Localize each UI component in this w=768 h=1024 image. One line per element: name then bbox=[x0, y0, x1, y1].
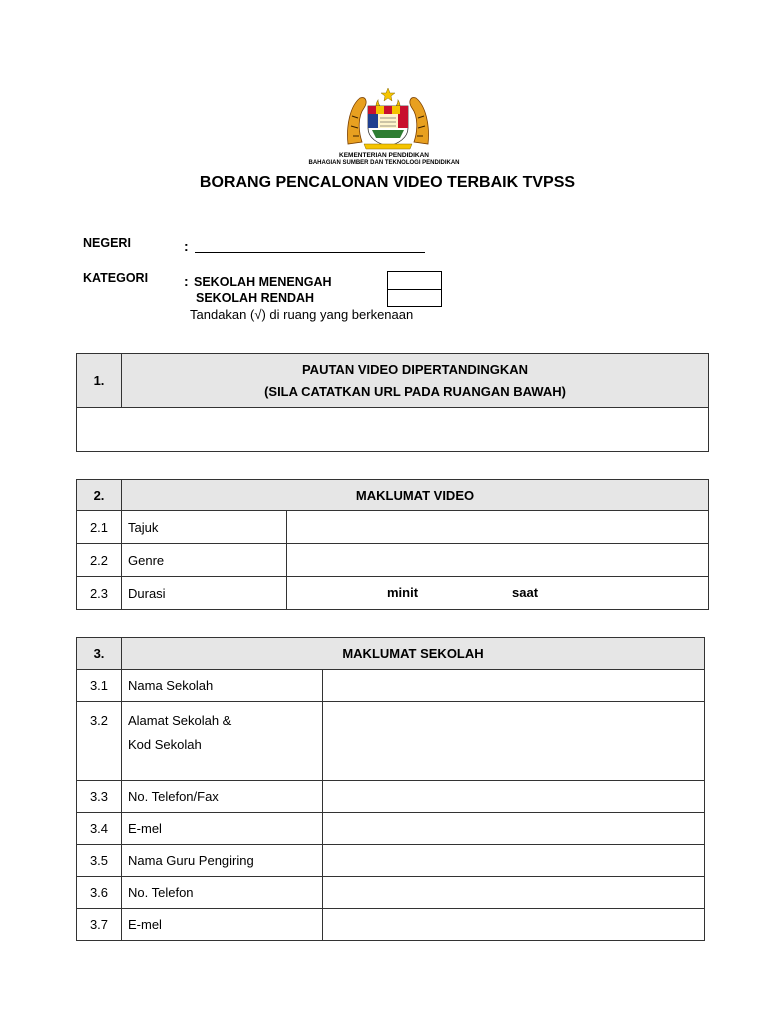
tajuk-field[interactable] bbox=[287, 511, 709, 544]
row-label-line2: Kod Sekolah bbox=[128, 737, 202, 752]
table-row bbox=[77, 781, 705, 813]
table-row bbox=[77, 877, 705, 909]
option-sekolah-rendah: SEKOLAH RENDAH bbox=[196, 291, 315, 305]
section-1-table bbox=[76, 353, 709, 452]
tick-instruction: Tandakan (√) di ruang yang berkenaan bbox=[190, 307, 414, 322]
saat-label: saat bbox=[512, 585, 539, 600]
section-3-table bbox=[76, 637, 705, 941]
section-1-heading-line1: PAUTAN VIDEO DIPERTANDINGKAN bbox=[301, 361, 529, 377]
section-2-table bbox=[76, 479, 709, 610]
checkbox-sekolah-menengah[interactable] bbox=[387, 271, 442, 290]
alamat-sekolah-field[interactable] bbox=[323, 702, 705, 781]
table-row bbox=[77, 813, 705, 845]
negeri-field[interactable] bbox=[195, 240, 425, 253]
video-url-field[interactable] bbox=[77, 408, 709, 452]
malaysia-coat-of-arms-icon bbox=[344, 86, 432, 150]
option-sekolah-menengah: SEKOLAH MENENGAH bbox=[194, 275, 332, 289]
row-label: No. Telefon/Fax bbox=[122, 781, 323, 813]
row-label: E-mel bbox=[122, 813, 323, 845]
row-label: Nama Guru Pengiring bbox=[122, 845, 323, 877]
row-label: No. Telefon bbox=[122, 877, 323, 909]
row-label: Genre bbox=[122, 544, 287, 577]
section-1-number: 1. bbox=[77, 354, 122, 408]
section-3-number: 3. bbox=[77, 638, 122, 670]
section-1-heading bbox=[122, 354, 709, 408]
telefon-fax-field[interactable] bbox=[323, 781, 705, 813]
negeri-colon: : bbox=[184, 238, 189, 254]
kategori-label: KATEGORI bbox=[83, 271, 149, 285]
row-number: 3.3 bbox=[77, 781, 122, 813]
row-number: 2.2 bbox=[77, 544, 122, 577]
emel-sekolah-field[interactable] bbox=[323, 813, 705, 845]
section-1-heading-line2: (SILA CATATKAN URL PADA RUANGAN BAWAH) bbox=[264, 383, 566, 399]
nama-sekolah-field[interactable] bbox=[323, 670, 705, 702]
section-2-number: 2. bbox=[77, 480, 122, 511]
row-number: 3.4 bbox=[77, 813, 122, 845]
row-number: 3.6 bbox=[77, 877, 122, 909]
row-label: Durasi bbox=[122, 577, 287, 610]
table-row bbox=[77, 670, 705, 702]
row-number: 2.1 bbox=[77, 511, 122, 544]
ministry-name: KEMENTERIAN PENDIDIKAN bbox=[339, 152, 429, 159]
table-row bbox=[77, 845, 705, 877]
nama-guru-field[interactable] bbox=[323, 845, 705, 877]
row-label-line1: Alamat Sekolah & bbox=[128, 713, 232, 728]
checkbox-sekolah-rendah[interactable] bbox=[387, 289, 442, 307]
row-label bbox=[122, 702, 323, 781]
table-row bbox=[77, 909, 705, 941]
kategori-colon: : bbox=[184, 273, 189, 289]
emel-guru-field[interactable] bbox=[323, 909, 705, 941]
row-number: 2.3 bbox=[77, 577, 122, 610]
row-number: 3.2 bbox=[77, 702, 122, 781]
minit-label: minit bbox=[387, 585, 419, 600]
form-title: BORANG PENCALONAN VIDEO TERBAIK TVPSS bbox=[199, 174, 576, 191]
table-row bbox=[77, 544, 709, 577]
table-row bbox=[77, 511, 709, 544]
row-label: E-mel bbox=[122, 909, 323, 941]
durasi-field[interactable] bbox=[287, 577, 709, 610]
section-2-heading: MAKLUMAT VIDEO bbox=[122, 480, 709, 511]
table-row bbox=[77, 577, 709, 610]
row-number: 3.5 bbox=[77, 845, 122, 877]
telefon-guru-field[interactable] bbox=[323, 877, 705, 909]
row-number: 3.7 bbox=[77, 909, 122, 941]
row-label: Nama Sekolah bbox=[122, 670, 323, 702]
division-name: BAHAGIAN SUMBER DAN TEKNOLOGI PENDIDIKAN bbox=[308, 160, 460, 166]
genre-field[interactable] bbox=[287, 544, 709, 577]
negeri-label: NEGERI bbox=[83, 236, 131, 250]
row-label: Tajuk bbox=[122, 511, 287, 544]
section-3-heading: MAKLUMAT SEKOLAH bbox=[122, 638, 705, 670]
table-row bbox=[77, 702, 705, 781]
row-number: 3.1 bbox=[77, 670, 122, 702]
